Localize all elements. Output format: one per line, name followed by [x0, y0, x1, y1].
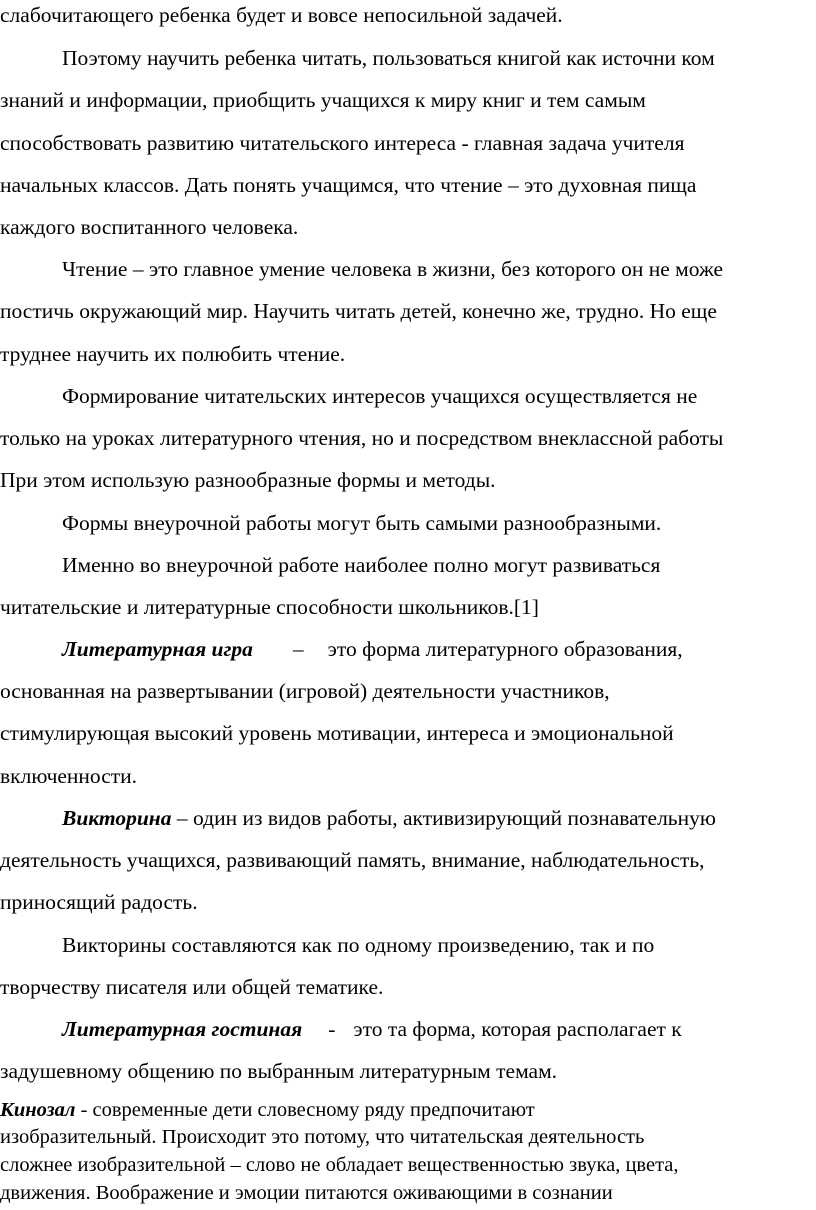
term-line-quiz — [62, 805, 716, 831]
dash: – — [292, 637, 304, 661]
term-literary-game: Литературная игра — [62, 637, 253, 661]
text-line: способствовать развитию читательского интереса - главная задача учителя — [0, 131, 685, 155]
term-line-literary-salon — [62, 1016, 682, 1042]
term-definition: это форма литературного образования, — [327, 637, 683, 661]
text-line: задушевному общению по выбранным литературным темам. — [0, 1059, 558, 1083]
dash: - — [328, 1017, 336, 1041]
text-line: приносящий радость. — [0, 890, 198, 914]
term-definition: - современные дети словесному ряду предпочитают — [75, 1099, 535, 1121]
text-line: включенности. — [0, 764, 138, 788]
term-line-cinema — [0, 1098, 535, 1122]
term-literary-salon: Литературная гостиная — [62, 1017, 303, 1041]
text-line: творчеству писателя или общей тематике. — [0, 975, 384, 999]
term-cinema: Кинозал — [0, 1099, 76, 1121]
term-definition: – один из видов работы, активизирующий познавательную — [171, 806, 716, 830]
text-line: деятельность учащихся, развивающий память, внимание, наблюдательность, — [0, 848, 705, 872]
paragraph-first-line: Формирование читательских интересов учащихся осуществляется не — [62, 384, 698, 408]
paragraph-first-line: Чтение – это главное умение человека в жизни, без которого он не може — [62, 257, 724, 281]
text-line: читательские и литературные способности школьников.[1] — [0, 595, 539, 619]
text-line: изобразительный. Происходит это потому, что читательская деятельность — [0, 1126, 645, 1148]
text-line: стимулирующая высокий уровень мотивации, интереса и эмоциональной — [0, 721, 674, 745]
term-line-literary-game — [62, 636, 683, 662]
text-line: При этом использую разнообразные формы и методы. — [0, 468, 496, 492]
text-line: слабочитающего ребенка будет и вовсе непосильной задачей. — [0, 3, 563, 27]
text-line: начальных классов. Дать понять учащимся, что чтение – это духовная пища — [0, 173, 697, 197]
term-definition: это та форма, которая располагает к — [353, 1017, 682, 1041]
paragraph-first-line: Именно во внеурочной работе наиболее полно могут развиваться — [62, 553, 661, 577]
text-line: движения. Воображение и эмоции питаются оживающими в сознании — [0, 1182, 613, 1204]
paragraph-first-line: Викторины составляются как по одному произведению, так и по — [62, 933, 655, 957]
text-line: основанная на развертывании (игровой) деятельности участников, — [0, 679, 610, 703]
text-line: сложнее изобразительной – слово не обладает вещественностью звука, цвета, — [0, 1154, 679, 1176]
text-line: только на уроках литературного чтения, но и посредством внеклассной работы — [0, 426, 724, 450]
text-line: каждого воспитанного человека. — [0, 215, 299, 239]
text-line: труднее научить их полюбить чтение. — [0, 342, 346, 366]
paragraph-first-line: Формы внеурочной работы могут быть самыми разнообразными. — [62, 511, 662, 535]
text-line: знаний и информации, приобщить учащихся к миру книг и тем самым — [0, 88, 646, 112]
paragraph-first-line: Поэтому научить ребенка читать, пользоваться книгой как источни ком — [62, 46, 715, 70]
term-quiz: Викторина — [62, 806, 172, 830]
text-line: постичь окружающий мир. Научить читать детей, конечно же, трудно. Но еще — [0, 299, 717, 323]
